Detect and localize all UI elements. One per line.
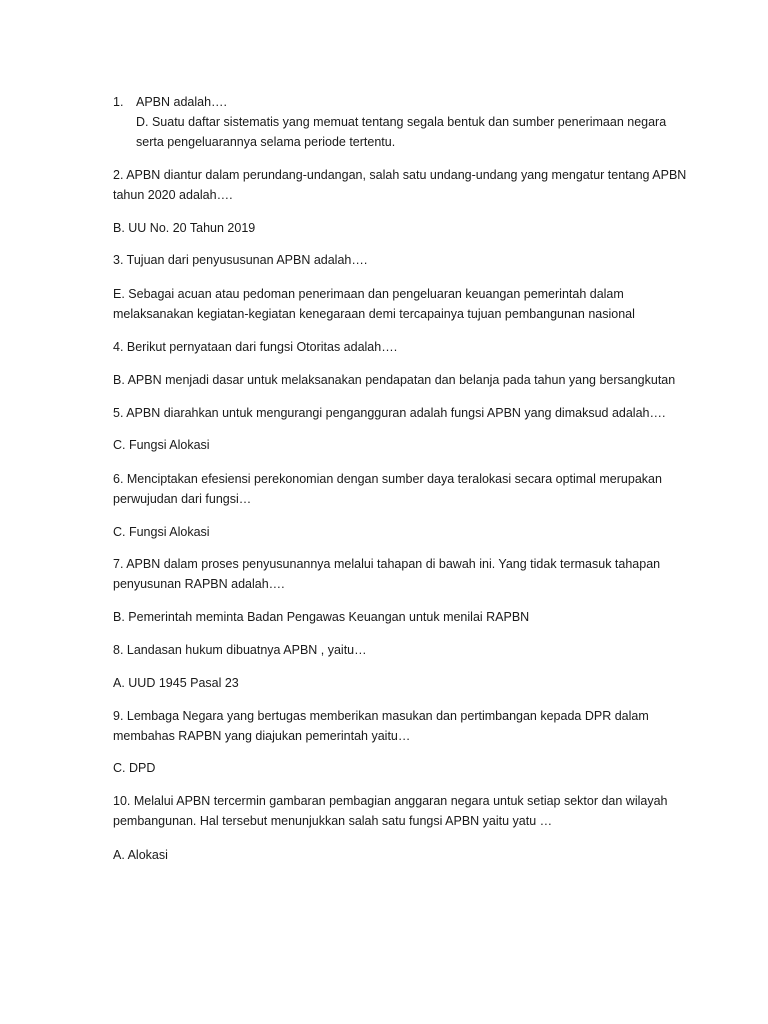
question-1-text: APBN adalah…. [136, 95, 228, 109]
question-1-number: 1. [113, 95, 124, 109]
question-8-text: 8. Landasan hukum dibuatnya APBN , yaitu… [113, 643, 367, 657]
question-5-text: 5. APBN diarahkan untuk mengurangi pengangguran adalah fungsi APBN yang dimaksud adalah…. [113, 406, 666, 420]
answer-10-text: A. Alokasi [113, 848, 168, 862]
answer-9-text: C. DPD [113, 761, 156, 775]
answer-3-text: E. Sebagai acuan atau pedoman penerimaan dan pengeluaran keuangan pemerintah dalam melaksanakan kegiatan-kegiatan kenegaraan demi tercapainya tujuan pembangunan nasional [113, 287, 635, 321]
question-6-text: 6. Menciptakan efesiensi perekonomian dengan sumber daya teralokasi secara optimal merupakan perwujudan dari fungsi… [113, 472, 662, 506]
question-7-text: 7. APBN dalam proses penyusunannya melalui tahapan di bawah ini. Yang tidak termasuk tahapan penyusunan RAPBN adalah…. [113, 557, 661, 591]
answer-1-text: D. Suatu daftar sistematis yang memuat tentang segala bentuk dan sumber penerimaan negara serta pengeluarannya selama periode tertentu. [136, 115, 667, 149]
question-2-text: 2. APBN diantur dalam perundang-undangan, salah satu undang-undang yang mengatur tentang APBN tahun 2020 adalah…. [113, 168, 687, 202]
question-9-text: 9. Lembaga Negara yang bertugas memberikan masukan dan pertimbangan kepada DPR dalam membahas RAPBN yang diajukan pemerintah yaitu… [113, 709, 649, 743]
question-3-text: 3. Tujuan dari penyususunan APBN adalah…. [113, 253, 368, 267]
question-10-text: 10. Melalui APBN tercermin gambaran pembagian anggaran negara untuk setiap sektor dan wilayah pembangunan. Hal tersebut menunjukkan salah satu fungsi APBN yaitu yatu … [113, 794, 668, 828]
answer-6-text: C. Fungsi Alokasi [113, 525, 210, 539]
answer-2-text: B. UU No. 20 Tahun 2019 [113, 221, 256, 235]
answer-5-text: C. Fungsi Alokasi [113, 438, 210, 452]
answer-7-text: B. Pemerintah meminta Badan Pengawas Keuangan untuk menilai RAPBN [113, 610, 530, 624]
answer-8-text: A. UUD 1945 Pasal 23 [113, 676, 239, 690]
answer-4-text: B. APBN menjadi dasar untuk melaksanakan pendapatan dan belanja pada tahun yang bersangkutan [113, 373, 676, 387]
question-4-text: 4. Berikut pernyataan dari fungsi Otoritas adalah…. [113, 340, 398, 354]
